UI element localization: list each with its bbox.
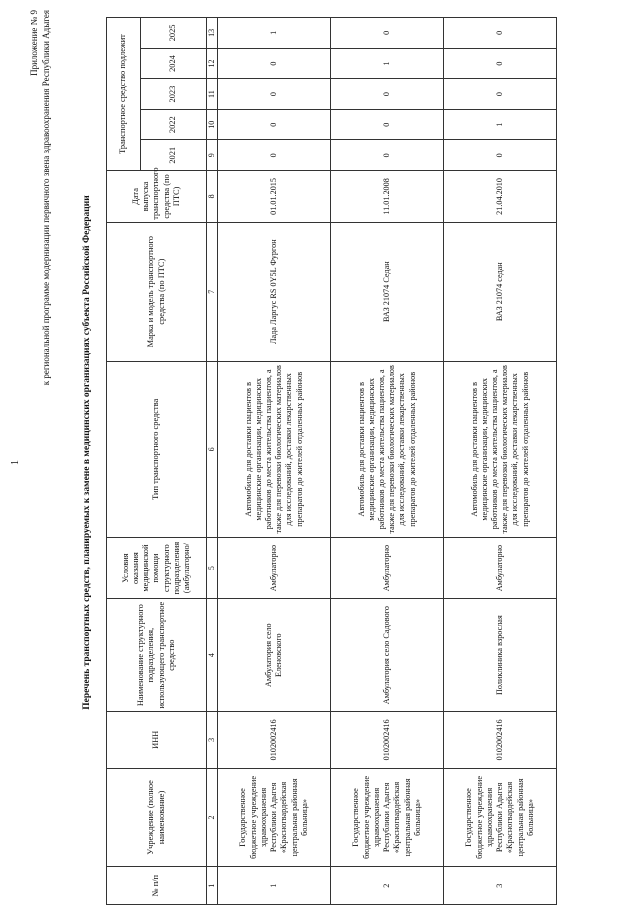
- row-conditions: Амбулаторно: [218, 538, 331, 599]
- row-year-2021: 0: [331, 140, 444, 171]
- col-number: 12: [207, 48, 218, 79]
- col-number: 8: [207, 171, 218, 223]
- col-number: 3: [207, 712, 218, 768]
- row-year-2025: 0: [444, 18, 557, 49]
- row-year-2023: 0: [331, 79, 444, 110]
- row-inn: 0102002416: [331, 712, 444, 768]
- row-inn: 0102002416: [444, 712, 557, 768]
- col-number: 10: [207, 109, 218, 140]
- row-year-2025: 1: [218, 18, 331, 49]
- col-number: 9: [207, 140, 218, 171]
- col-number: 2: [207, 768, 218, 867]
- row-vehicle-type: Автомобиль для доставки пациентов в медицинские организации, медицинских работников до места жительства пациентов, а также для перевозки биологических материалов для исследований, доставки лекарственных препаратов до жителей отдаленных районов: [444, 361, 557, 537]
- col-number: 11: [207, 79, 218, 110]
- table-row: [218, 18, 331, 905]
- row-institution: Государственное бюджетное учреждение здравоохранения Республики Адыгея «Красногвардейская центральная районная больница»: [218, 768, 331, 867]
- header-institution: Учреждение (полное наименование): [107, 768, 207, 867]
- row-year-2021: 0: [218, 140, 331, 171]
- document-title: Перечень транспортных средств, планируемых к замене в медицинских организациях субъекта Российской Федерации: [82, 195, 92, 710]
- header-release-date: Дата выпуска транспортного средства (по ПТС): [107, 171, 207, 223]
- row-conditions: Амбулаторно: [331, 538, 444, 599]
- row-subdivision: Амбулатория село Садового: [331, 599, 444, 712]
- table-row: [331, 18, 444, 905]
- row-subdivision: Поликлиника взрослая: [444, 599, 557, 712]
- header-replace-group: Транспортное средство подлежит: [107, 18, 141, 171]
- row-inn: 0102002416: [218, 712, 331, 768]
- row-year-2024: 1: [331, 48, 444, 79]
- header-year-2022: 2022: [141, 109, 207, 140]
- header-subdivision: Наименование структурного подразделения, использующего транспортное средство: [107, 599, 207, 712]
- row-institution: Государственное бюджетное учреждение здравоохранения Республики Адыгея «Красногвардейская центральная районная больница»: [444, 768, 557, 867]
- column-number-row: [207, 18, 218, 905]
- header-year-2023: 2023: [141, 79, 207, 110]
- row-year-2023: 0: [218, 79, 331, 110]
- row-year-2022: 0: [218, 109, 331, 140]
- row-num: 1: [218, 867, 331, 905]
- row-model: ВАЗ 21074 седан: [444, 222, 557, 361]
- row-year-2024: 0: [444, 48, 557, 79]
- col-number: 4: [207, 599, 218, 712]
- appendix-line-1: Приложение № 9: [29, 10, 39, 76]
- header-conditions: Условия оказания медицинской помощи структурного подразделения (амбулаторно/: [107, 538, 207, 599]
- row-num: 3: [444, 867, 557, 905]
- row-release-date: 01.01.2015: [218, 171, 331, 223]
- page-number: 1: [10, 460, 21, 465]
- header-model: Марка и модель транспортного средства (по ПТС): [107, 222, 207, 361]
- row-year-2025: 0: [331, 18, 444, 49]
- header-inn: ИНН: [107, 712, 207, 768]
- row-num: 2: [331, 867, 444, 905]
- row-release-date: 21.04.2010: [444, 171, 557, 223]
- row-year-2021: 0: [444, 140, 557, 171]
- header-num: № п/п: [107, 867, 207, 905]
- vehicles-table: [106, 17, 557, 905]
- header-vehicle-type: Тип транспортного средства: [107, 361, 207, 537]
- col-number: 5: [207, 538, 218, 599]
- col-number: 7: [207, 222, 218, 361]
- row-vehicle-type: Автомобиль для доставки пациентов в медицинские организации, медицинских работников до места жительства пациентов, а также для перевозки биологических материалов для исследований, доставки лекарственных препаратов до жителей отдаленных районов: [218, 361, 331, 537]
- row-conditions: Амбулаторно: [444, 538, 557, 599]
- header-year-2021: 2021: [141, 140, 207, 171]
- row-year-2022: 0: [331, 109, 444, 140]
- row-release-date: 11.01.2008: [331, 171, 444, 223]
- appendix-note: [28, 10, 52, 570]
- row-year-2022: 1: [444, 109, 557, 140]
- row-institution: Государственное бюджетное учреждение здравоохранения Республики Адыгея «Красногвардейская центральная районная больница»: [331, 768, 444, 867]
- table-row: [444, 18, 557, 905]
- appendix-line-2: к региональной программе модернизации первичного звена здравоохранения Республики Адыгея: [41, 10, 51, 386]
- row-model: Лада Ларгус RS 0Y5L Фургон: [218, 222, 331, 361]
- header-year-2025: 2025: [141, 18, 207, 49]
- row-vehicle-type: Автомобиль для доставки пациентов в медицинские организации, медицинских работников до места жительства пациентов, а также для перевозки биологических материалов для исследований, доставки лекарственных препаратов до жителей отдаленных районов: [331, 361, 444, 537]
- col-number: 1: [207, 867, 218, 905]
- col-number: 13: [207, 18, 218, 49]
- row-year-2023: 0: [444, 79, 557, 110]
- header-year-2024: 2024: [141, 48, 207, 79]
- col-number: 6: [207, 361, 218, 537]
- row-model: ВАЗ 21074 Седан: [331, 222, 444, 361]
- row-subdivision: Амбулатория село Еленовского: [218, 599, 331, 712]
- row-year-2024: 0: [218, 48, 331, 79]
